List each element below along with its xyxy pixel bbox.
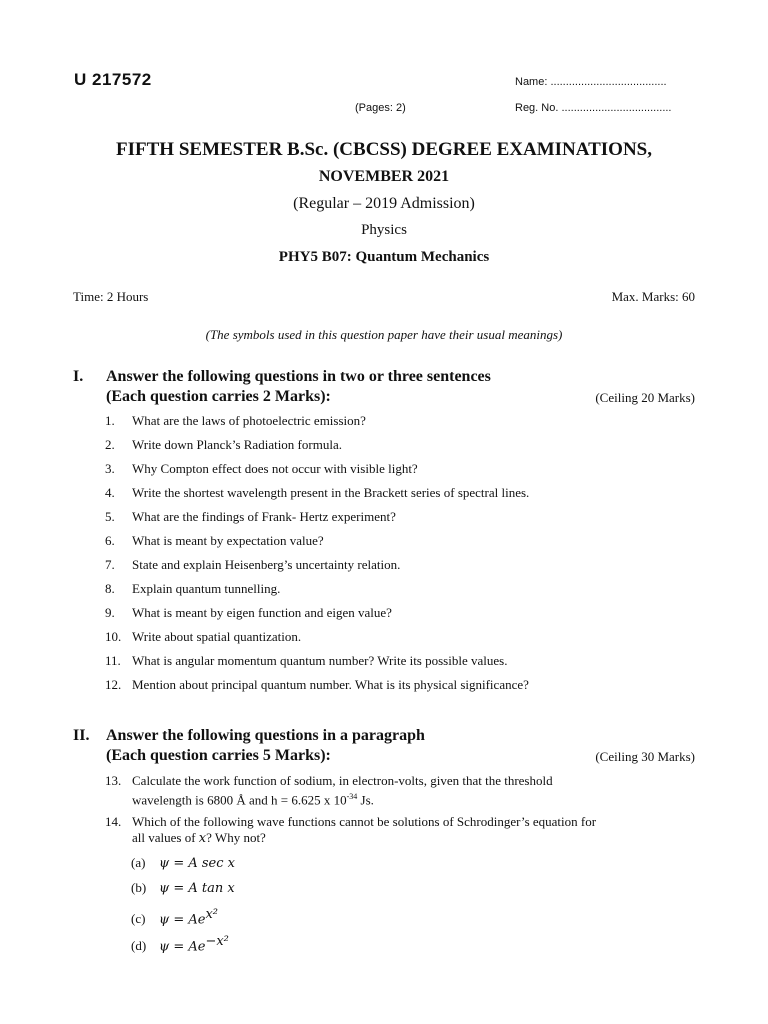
name-field-label: Name: ...................................... xyxy=(515,76,667,88)
question-number: 8. xyxy=(105,581,115,596)
option-c xyxy=(131,907,218,927)
option-d xyxy=(131,934,229,954)
wave-function: ψ = A sec x xyxy=(159,856,235,871)
section-1-number: I. xyxy=(73,368,84,385)
question-number: 5. xyxy=(105,509,115,524)
question-text: Which of the following wave functions cannot be solutions of Schrodinger’s equation for xyxy=(132,814,597,829)
section-2-heading: Answer the following questions in a paragraph xyxy=(106,727,425,744)
question-text: Write about spatial quantization. xyxy=(132,629,302,644)
paper-code: U 217572 xyxy=(74,70,152,89)
exam-month-year: NOVEMBER 2021 xyxy=(318,168,450,185)
exponent: x² xyxy=(205,907,218,922)
question-text: Calculate the work function of sodium, in electron-volts, given that the threshold xyxy=(132,773,553,788)
question-number: 7. xyxy=(105,557,115,572)
wave-function: ψ = Ae xyxy=(159,939,206,955)
question-text-continued xyxy=(132,830,695,847)
values-text: all values of xyxy=(132,830,199,845)
question-number: 9. xyxy=(105,605,115,620)
exponent: −x² xyxy=(205,934,229,949)
question-number: 2. xyxy=(105,437,115,452)
question-text: What are the findings of Frank- Hertz experiment? xyxy=(132,509,396,524)
question-text: What is meant by eigen function and eigen value? xyxy=(132,605,392,620)
question-text: Write the shortest wavelength present in the Brackett series of spectral lines. xyxy=(132,485,530,500)
option-b xyxy=(131,880,235,896)
variable-x: x xyxy=(198,831,207,846)
question-number: 1. xyxy=(105,413,115,428)
question-text: What are the laws of photoelectric emission? xyxy=(132,413,366,428)
section-2-number: II. xyxy=(73,727,90,744)
question-number: 14. xyxy=(105,814,122,829)
time-allowed: Time: 2 Hours xyxy=(73,289,149,304)
question-text: Write down Planck’s Radiation formula. xyxy=(132,437,342,452)
question-number: 10. xyxy=(105,629,122,644)
question-text: What is meant by expectation value? xyxy=(132,533,324,548)
subject-name: Physics xyxy=(361,222,407,238)
question-text: Mention about principal quantum number. What is its physical significance? xyxy=(132,677,529,692)
section-1-heading: Answer the following questions in two or three sentences xyxy=(106,368,491,385)
question-text: What is angular momentum quantum number? Write its possible values. xyxy=(132,653,508,668)
section-1-subheading: (Each question carries 2 Marks): xyxy=(106,388,331,405)
page-count: (Pages: 2) xyxy=(355,102,406,114)
threshold-text: wavelength is 6800 Å and h = 6.625 x 10 xyxy=(132,792,347,808)
exam-title: FIFTH SEMESTER B.Sc. (CBCSS) DEGREE EXAMINATIONS, xyxy=(116,139,652,160)
option-label: (a) xyxy=(131,855,146,870)
section-1-ceiling: (Ceiling 20 Marks) xyxy=(595,390,695,405)
option-label: (c) xyxy=(131,911,146,927)
max-marks: Max. Marks: 60 xyxy=(611,289,695,304)
wave-function: ψ = Ae xyxy=(159,912,206,928)
question-number: 13. xyxy=(105,773,122,788)
option-a xyxy=(131,855,235,871)
wave-function: ψ = A tan x xyxy=(159,881,235,896)
exponent: -34 xyxy=(346,792,358,801)
section-2-subheading: (Each question carries 5 Marks): xyxy=(106,747,331,764)
reg-no-field-label: Reg. No. .................................... xyxy=(515,102,672,114)
option-label: (d) xyxy=(131,938,147,954)
question-text-continued xyxy=(132,789,695,808)
question-number: 12. xyxy=(105,677,122,692)
question-number: 11. xyxy=(105,653,121,668)
question-text: Why Compton effect does not occur with visible light? xyxy=(132,461,418,476)
section-2-ceiling: (Ceiling 30 Marks) xyxy=(595,749,695,764)
question-number: 6. xyxy=(105,533,115,548)
question-text: Explain quantum tunnelling. xyxy=(132,581,281,596)
option-label: (b) xyxy=(131,880,147,895)
question-text: State and explain Heisenberg’s uncertainty relation. xyxy=(132,557,401,572)
unit-text: Js. xyxy=(357,792,374,808)
course-title: PHY5 B07: Quantum Mechanics xyxy=(278,249,490,265)
symbols-note: (The symbols used in this question paper have their usual meanings) xyxy=(205,327,563,342)
question-number: 3. xyxy=(105,461,115,476)
question-number: 4. xyxy=(105,485,115,500)
exam-type: (Regular – 2019 Admission) xyxy=(293,195,475,212)
why-not-text: ? Why not? xyxy=(206,830,266,845)
